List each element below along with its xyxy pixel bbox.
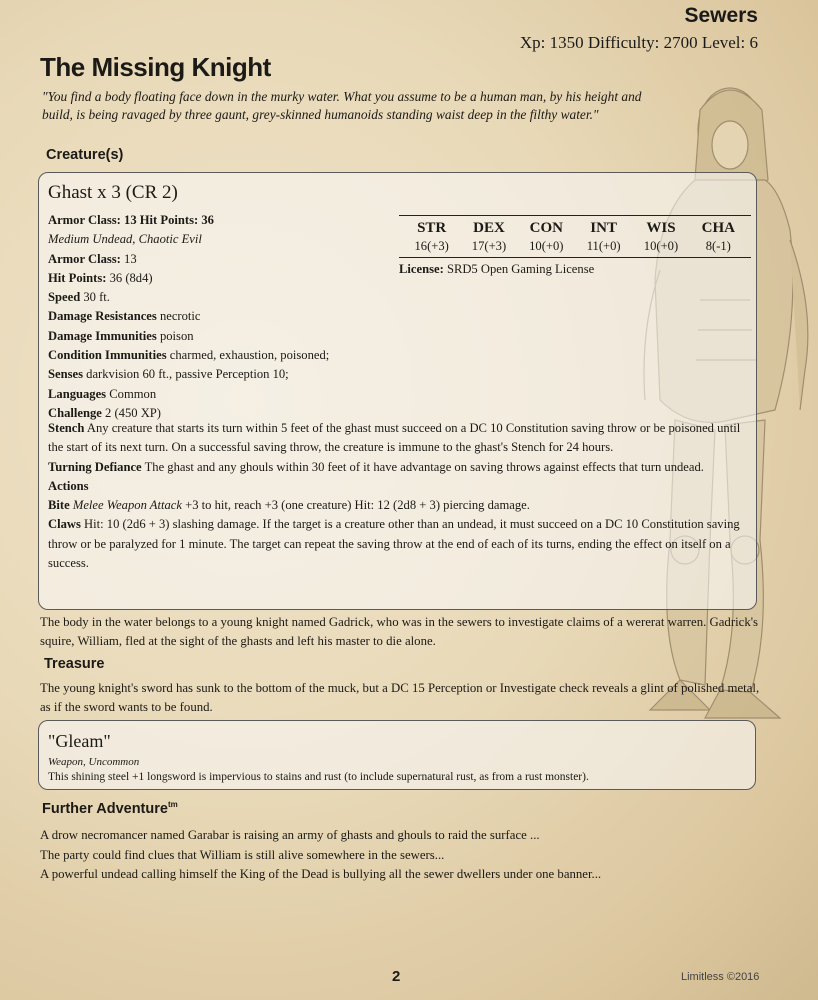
ability-wis: WIS 10(+0) <box>643 220 679 253</box>
actions-heading: Actions <box>48 478 89 493</box>
stat-line: Senses darkvision 60 ft., passive Perception 10; <box>48 367 289 382</box>
stat-line: Speed 30 ft. <box>48 290 110 305</box>
stat-block <box>38 172 757 610</box>
body-paragraph: The body in the water belongs to a young knight named Gadrick, who was in the sewers to investigate claims of a wererat warren. Gadrick's squire, William, fled at the sight of the ghasts and left his master to die alone. <box>40 615 759 648</box>
stat-line: Languages Common <box>48 386 157 401</box>
ability-con: CON 10(+0) <box>529 220 564 253</box>
stat-line: Challenge 2 (450 XP) <box>48 405 162 420</box>
ability-str: STR 16(+3) <box>414 220 449 253</box>
list-item: A drow necromancer named Garabar is raising an army of ghasts and ghouls to raid the surface ... <box>40 828 540 842</box>
trait-stench: Stench Any creature that starts its turn within 5 feet of the ghast must succeed on a DC 10 Constitution saving throw or be poisoned until the start of its next turn. On a successful saving throw, the creature is immune to the ghast's Stench for 24 hours. <box>48 421 741 455</box>
stat-line: Armor Class: 13 <box>48 251 137 266</box>
stat-line: Condition Immunities charmed, exhaustion, poisoned; <box>48 348 330 363</box>
list-item: The party could find clues that William is still alive somewhere in the sewers... <box>40 847 445 862</box>
ability-scores <box>399 215 751 258</box>
stat-lines <box>48 211 329 423</box>
ability-int: INT 11(+0) <box>586 220 621 253</box>
page-number: 2 <box>392 968 401 985</box>
page-title: The Missing Knight <box>40 52 271 82</box>
action-claws: Claws Hit: 10 (2d6 + 3) slashing damage. If the target is a creature other than an undead, it must succeed on a DC 10 Constitution saving throw or be paralyzed for 1 minute. The target can repeat the saving throw at the end of each of its turns, ending the effect on itself on a success. <box>48 517 740 571</box>
stat-line: Armor Class: 13 Hit Points: 36 <box>48 213 214 227</box>
further-adventure-heading: Further Adventure$^{tm}$ <box>42 800 178 817</box>
list-item: A powerful undead calling himself the King of the Dead is bullying all the sewer dwellers under one banner... <box>40 867 602 881</box>
ability-dex: DEX 17(+3) <box>471 220 507 253</box>
treasure-paragraph: The young knight's sword has sunk to the bottom of the muck, but a DC 15 Perception or Investigate check reveals a glint of polished metal, as if the sword wants to be found. <box>40 681 760 714</box>
action-bite: Bite Melee Weapon Attack +3 to hit, reach +3 (one creature) Hit: 12 (2d8 + 3) piercing damage. <box>48 498 530 513</box>
treasure-heading: Treasure <box>44 656 105 672</box>
item-box <box>38 720 756 790</box>
stat-block-traits <box>48 419 748 573</box>
item-type: Weapon, Uncommon <box>48 756 140 768</box>
trait-turning-defiance: Turning Defiance The ghast and any ghouls within 30 feet of it have advantage on saving throws against effects that turn undead. <box>48 459 704 474</box>
stat-line: Damage Resistances necrotic <box>48 309 201 324</box>
ability-cha: CHA 8(-1) <box>701 220 735 253</box>
item-description: This shining steel +1 longsword is impervious to stains and rust (to include supernatural rust, as from a rust monster). <box>48 771 589 783</box>
location-header: Sewers <box>684 4 758 27</box>
further-adventure-list <box>40 826 601 885</box>
creatures-heading: Creature(s) <box>46 147 124 163</box>
item-name: "Gleam" <box>48 731 111 751</box>
stat-line: Hit Points: 36 (8d4) <box>48 270 153 285</box>
stat-line: Damage Immunities poison <box>48 328 194 343</box>
license-line: License: SRD5 Open Gaming License <box>399 262 595 276</box>
intro-quote: "You find a body floating face down in the murky water. What you assume to be a human man, by his height and build, is being ravaged by three gaunt, grey-skinned humanoids standing waist deep in the filthy water." <box>42 89 642 122</box>
stat-line: Medium Undead, Chaotic Evil <box>48 232 202 247</box>
encounter-stats: Xp: 1350 Difficulty: 2700 Level: 6 <box>519 33 758 52</box>
copyright: Limitless ©2016 <box>681 971 760 983</box>
creature-name: Ghast x 3 (CR 2) <box>48 182 178 203</box>
